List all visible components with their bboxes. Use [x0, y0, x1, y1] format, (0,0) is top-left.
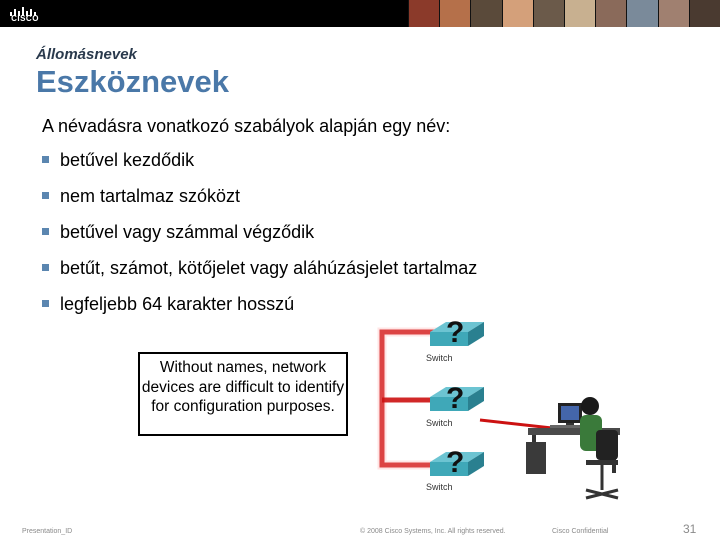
- header-photo: [595, 0, 626, 27]
- bullet-square-icon: [42, 300, 49, 307]
- list-item: [42, 150, 477, 186]
- page-number: 31: [683, 522, 697, 536]
- network-diagram: [350, 310, 640, 510]
- bullet-square-icon: [42, 264, 49, 271]
- header-photo: [564, 0, 595, 27]
- header-photo: [689, 0, 720, 27]
- footer-presentation-id: Presentation_ID: [22, 528, 73, 535]
- footer-copyright: © 2008 Cisco Systems, Inc. All rights reserved.: [360, 528, 506, 535]
- bullet-text: betűvel kezdődik: [60, 150, 195, 170]
- switch-label: Switch: [426, 418, 453, 428]
- slide-subtitle: Állomásnevek: [36, 46, 137, 63]
- header-bar: [0, 0, 720, 27]
- header-photo-strip: [408, 0, 720, 27]
- header-photo: [626, 0, 657, 27]
- header-photo: [470, 0, 501, 27]
- footer-confidential: Cisco Confidential: [552, 528, 609, 535]
- bullet-square-icon: [42, 192, 49, 199]
- switch-label: Switch: [426, 353, 453, 363]
- bullet-square-icon: [42, 156, 49, 163]
- list-item: [42, 258, 477, 294]
- intro-text: A névadásra vonatkozó szabályok alapján egy név:: [42, 116, 451, 136]
- rules-list: [42, 150, 477, 330]
- callout-box: Without names, network devices are difficult to identify for configuration purposes.: [138, 352, 348, 436]
- cisco-logo: [8, 4, 42, 24]
- header-photo: [408, 0, 439, 27]
- bullet-square-icon: [42, 228, 49, 235]
- bullet-text: legfeljebb 64 karakter hosszú: [60, 294, 295, 314]
- unknown-name-icon: ?: [446, 316, 465, 349]
- logo-text: CISCO: [11, 14, 39, 23]
- switch-label: Switch: [426, 482, 453, 492]
- header-photo: [533, 0, 564, 27]
- bullet-text: betűt, számot, kötőjelet vagy aláhúzásjelet tartalmaz: [60, 258, 478, 278]
- workstation-icon: [526, 397, 620, 498]
- bullet-text: nem tartalmaz szóközt: [60, 186, 241, 206]
- unknown-name-icon: ?: [446, 446, 465, 479]
- unknown-name-icon: ?: [446, 382, 465, 415]
- header-photo: [658, 0, 689, 27]
- header-photo: [439, 0, 470, 27]
- slide-title: Eszköznevek: [36, 64, 229, 99]
- list-item: [42, 186, 477, 222]
- bullet-text: betűvel vagy számmal végződik: [60, 222, 315, 242]
- list-item: [42, 222, 477, 258]
- header-photo: [502, 0, 533, 27]
